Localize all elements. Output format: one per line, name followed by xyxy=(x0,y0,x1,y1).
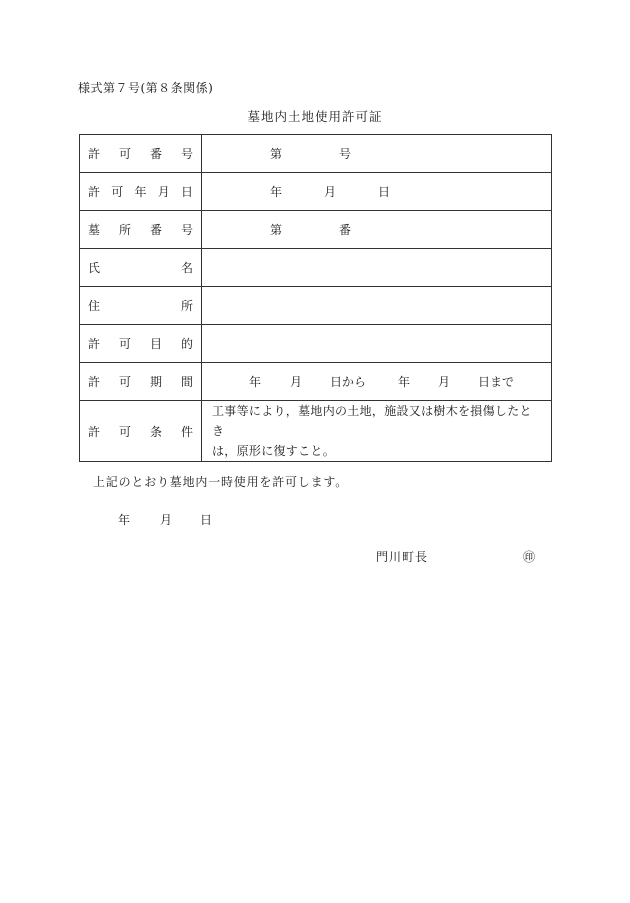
conditions-line-2: は，原形に復すこと。 xyxy=(212,444,336,458)
address-value[interactable] xyxy=(202,287,552,325)
grave-number-label xyxy=(80,221,201,238)
permission-statement: 上記のとおり墓地内一時使用を許可します。 xyxy=(93,475,349,489)
label-cell xyxy=(80,363,202,401)
row-conditions xyxy=(80,401,552,462)
period-label xyxy=(80,373,201,390)
permit-date-value[interactable] xyxy=(202,173,552,211)
permit-number-label xyxy=(80,145,201,162)
label-char: 期 xyxy=(149,375,162,389)
value-char: 日 xyxy=(378,185,391,199)
row-permit-date xyxy=(80,173,552,211)
issue-date-char: 日 xyxy=(200,513,213,527)
label-char: 許 xyxy=(88,185,101,199)
document-title: 墓地内土地使用許可証 xyxy=(247,109,383,124)
label-char: 許 xyxy=(88,424,101,439)
label-char: 可 xyxy=(111,185,124,199)
label-cell xyxy=(80,173,202,211)
label-char: 番 xyxy=(149,223,162,237)
conditions-line-1: 工事等により，墓地内の土地，施設又は樹木を損傷したとき xyxy=(212,404,532,438)
row-grave-number xyxy=(80,211,552,249)
conditions-value xyxy=(202,401,552,462)
value-char: 月 xyxy=(324,185,337,199)
label-char: 件 xyxy=(180,424,193,439)
label-char: 可 xyxy=(118,375,131,389)
label-char: 許 xyxy=(88,375,101,389)
value-char: 月 xyxy=(438,375,451,389)
period-value[interactable] xyxy=(202,363,552,401)
label-char: 間 xyxy=(180,375,193,389)
label-char: 可 xyxy=(118,424,131,439)
address-label xyxy=(80,297,201,314)
value-char: 日まで xyxy=(478,375,515,389)
value-char: 年 xyxy=(270,185,283,199)
row-permit-number xyxy=(80,135,552,173)
label-char: 所 xyxy=(180,299,193,313)
row-address xyxy=(80,287,552,325)
label-cell xyxy=(80,135,202,173)
label-char: 住 xyxy=(88,299,101,313)
issuer-name: 門川町長 xyxy=(376,550,429,564)
row-period xyxy=(80,363,552,401)
label-char: 月 xyxy=(157,185,170,199)
label-cell xyxy=(80,325,202,363)
label-char: 条 xyxy=(149,424,162,439)
label-char: 名 xyxy=(180,261,193,275)
value-char: 第 xyxy=(270,223,283,237)
label-char: 可 xyxy=(118,337,131,351)
value-char: 第 xyxy=(270,147,283,161)
label-cell xyxy=(80,287,202,325)
label-cell xyxy=(80,401,202,462)
label-char: 号 xyxy=(180,223,193,237)
value-char: 月 xyxy=(290,375,303,389)
label-char: 可 xyxy=(118,147,131,161)
row-name xyxy=(80,249,552,287)
issue-date-char: 月 xyxy=(160,513,173,527)
label-cell xyxy=(80,249,202,287)
name-label xyxy=(80,259,201,276)
label-char: 目 xyxy=(149,337,162,351)
label-char: 号 xyxy=(180,147,193,161)
conditions-label xyxy=(80,423,201,440)
name-value[interactable] xyxy=(202,249,552,287)
purpose-value[interactable] xyxy=(202,325,552,363)
value-char: 号 xyxy=(339,147,352,161)
grave-number-value[interactable] xyxy=(202,211,552,249)
label-char: 番 xyxy=(149,147,162,161)
issue-date-char: 年 xyxy=(118,513,131,527)
label-char: 氏 xyxy=(88,261,101,275)
form-number-label: 様式第７号(第８条関係) xyxy=(78,81,214,95)
value-char: 番 xyxy=(339,223,352,237)
value-char: 年 xyxy=(249,375,262,389)
seal-mark: ㊞ xyxy=(523,550,536,564)
value-char: 日から xyxy=(330,375,367,389)
label-char: 許 xyxy=(88,337,101,351)
permit-number-value[interactable] xyxy=(202,135,552,173)
label-char: 許 xyxy=(88,147,101,161)
label-cell xyxy=(80,211,202,249)
purpose-label xyxy=(80,335,201,352)
label-char: 所 xyxy=(118,223,131,237)
label-char: 的 xyxy=(180,337,193,351)
label-char: 年 xyxy=(134,185,147,199)
issue-date xyxy=(118,511,238,527)
value-char: 年 xyxy=(398,375,411,389)
permit-date-label xyxy=(80,183,201,200)
permit-table xyxy=(79,134,552,462)
label-char: 日 xyxy=(180,185,193,199)
row-purpose xyxy=(80,325,552,363)
label-char: 墓 xyxy=(88,223,101,237)
